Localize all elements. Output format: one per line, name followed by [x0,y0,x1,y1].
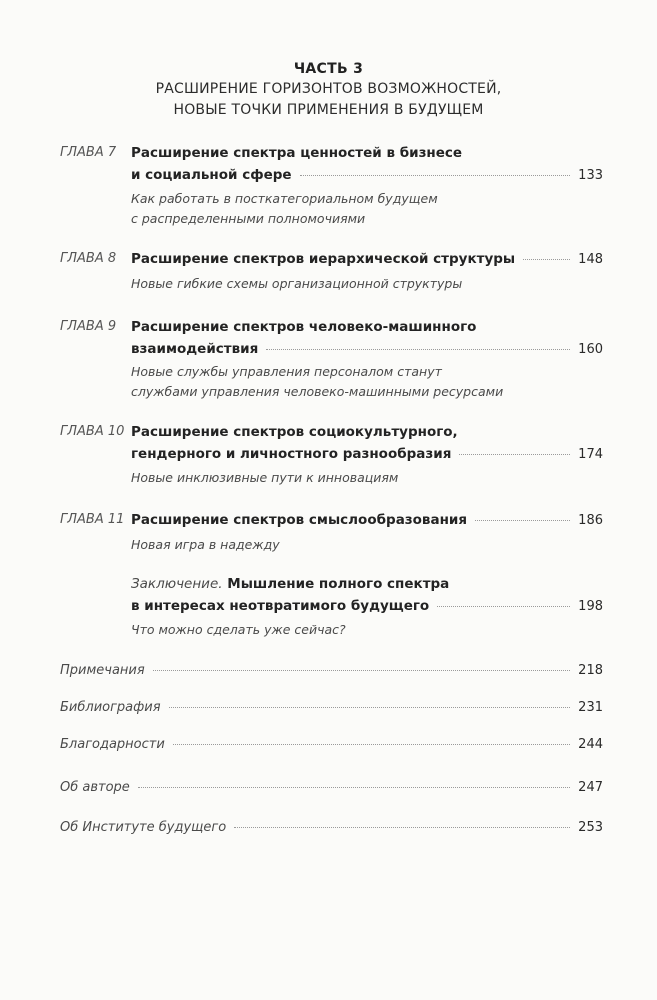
dot-leader [169,707,571,708]
chapter-subtitle [131,535,591,555]
chapter-subtitle [131,362,591,402]
chapter-title-line-1: Расширение спектров социокультурного, [131,424,458,440]
chapter-title-line-2: и социальной сфере [131,167,292,183]
conclusion-title-line-1: Мышление полного спектра [227,576,450,592]
chapter-title-line-2: взаимодействия [131,341,259,357]
dot-leader [475,520,570,521]
part-label: ЧАСТЬ 3 [293,61,364,77]
dot-leader [153,670,570,671]
chapter-subtitle-line-1: Новые гибкие схемы организационной структуры [131,276,463,291]
conclusion-title[interactable] [131,573,603,618]
back-matter-label: Библиография [60,700,161,715]
dot-leader [523,259,570,260]
page-number: 247 [578,780,603,795]
chapter-title-line-1: Расширение спектра ценностей в бизнесе [131,145,463,161]
back-matter-label: Об Институте будущего [60,820,227,835]
chapter-title-line-2: гендерного и личностного разнообразия [131,446,452,462]
chapter-subtitle-line-1: Новая игра в надежду [131,537,280,552]
toc-entry-notes[interactable] [60,660,603,682]
chapter-subtitle-line-2: службами управления человеко-машинными ресурсами [131,384,504,399]
chapter-title[interactable] [131,142,603,187]
page-number: 160 [578,342,603,357]
part-header [0,59,657,121]
conclusion-title-line-2: в интересах неотвратимого будущего [131,598,430,614]
toc-entry-about-institute[interactable] [60,817,603,839]
toc-entry-bibliography[interactable] [60,697,603,719]
chapter-subtitle-line-1: Новые службы управления персоналом станут [131,364,442,379]
dot-leader [234,827,570,828]
chapter-subtitle-line-2: с распределенными полномочиями [131,211,366,226]
dot-leader [300,175,571,176]
part-title-line-1: РАСШИРЕНИЕ ГОРИЗОНТОВ ВОЗМОЖНОСТЕЙ, [155,81,502,97]
part-title-line-2: НОВЫЕ ТОЧКИ ПРИМЕНЕНИЯ В БУДУЩЕМ [173,102,484,118]
chapter-title-line-1: Расширение спектров иерархической структуры [131,251,516,267]
page-number: 244 [578,737,603,752]
page-number: 218 [578,663,603,678]
dot-leader [266,349,570,350]
chapter-title[interactable] [131,248,603,271]
chapter-subtitle-line-1: Новые инклюзивные пути к инновациям [131,470,399,485]
chapter-title[interactable] [131,421,603,466]
chapter-subtitle-line-1: Как работать в посткатегориальном будущем [131,191,438,206]
page-number: 186 [578,513,603,528]
chapter-subtitle [131,189,591,229]
back-matter-label: Об авторе [60,780,130,795]
chapter-subtitle [131,274,591,294]
toc-entry-acknowledgements[interactable] [60,734,603,756]
dot-leader [459,454,570,455]
chapter-title[interactable] [131,509,603,532]
page-number: 231 [578,700,603,715]
chapter-label: ГЛАВА 9 [60,319,117,334]
chapter-title[interactable] [131,316,603,361]
chapter-label: ГЛАВА 8 [60,251,117,266]
conclusion-subtitle [131,620,591,640]
page-number: 253 [578,820,603,835]
page-number: 148 [578,252,603,267]
chapter-label: ГЛАВА 11 [60,512,125,527]
chapter-label: ГЛАВА 7 [60,145,117,160]
chapter-label: ГЛАВА 10 [60,424,125,439]
page-number: 174 [578,447,603,462]
chapter-title-line-1: Расширение спектров смыслообразования [131,512,468,528]
back-matter-label: Примечания [60,663,145,678]
dot-leader [437,606,570,607]
conclusion-prefix: Заключение. [131,576,223,592]
dot-leader [173,744,570,745]
page-number: 198 [578,599,603,614]
toc-entry-about-author[interactable] [60,777,603,799]
back-matter-label: Благодарности [60,737,165,752]
conclusion-subtitle-line-1: Что можно сделать уже сейчас? [131,622,346,637]
chapter-subtitle [131,468,591,488]
dot-leader [138,787,570,788]
page-number: 133 [578,168,603,183]
chapter-title-line-1: Расширение спектров человеко-машинного [131,319,477,335]
